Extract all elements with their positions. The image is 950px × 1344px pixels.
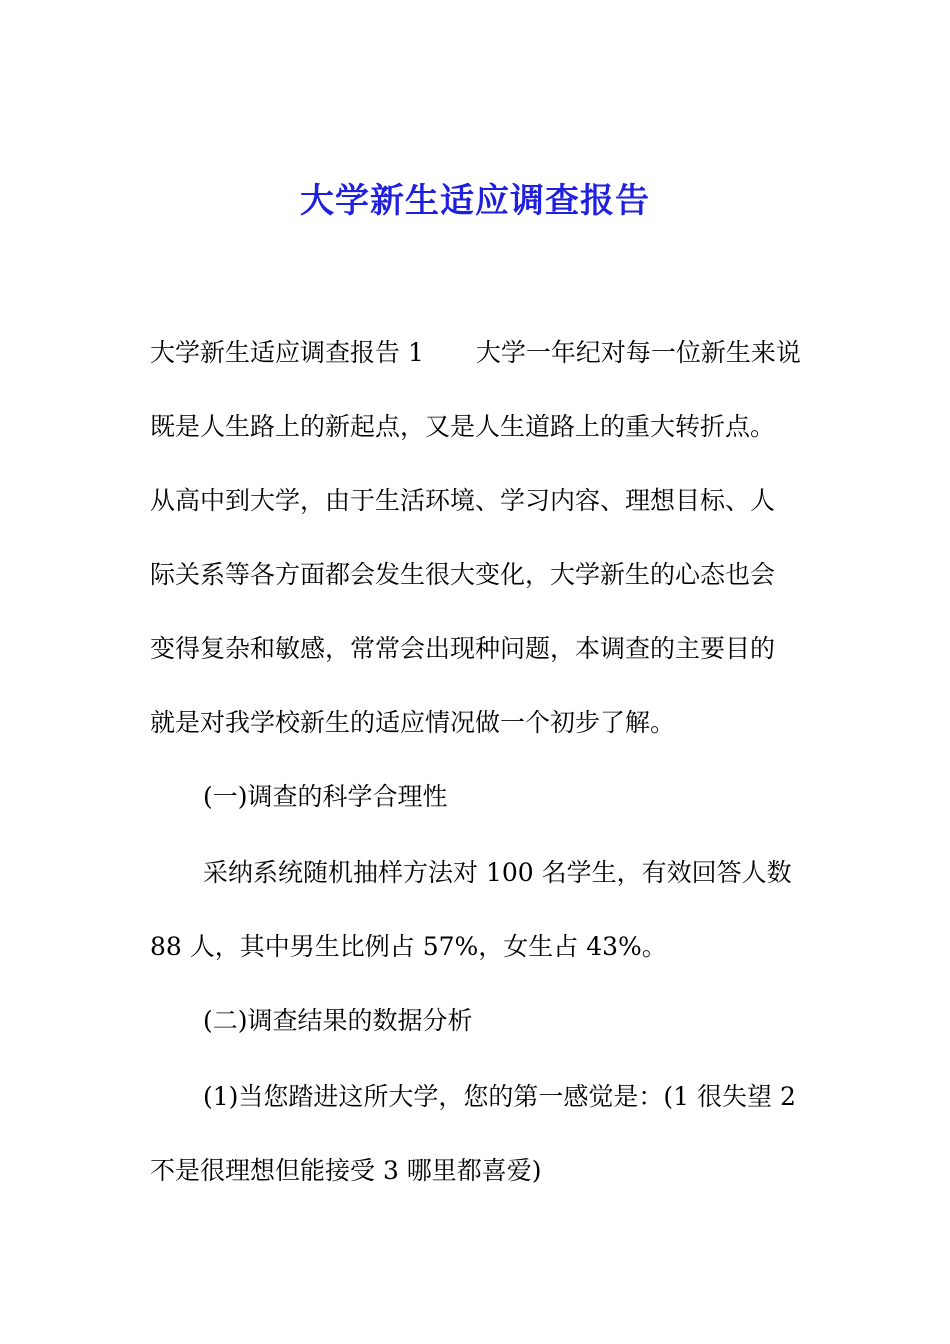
section-heading-1: (一)调查的科学合理性 xyxy=(203,782,448,811)
paragraph-line-9: 88 人，其中男生比例占 57%，女生占 43%。 xyxy=(150,932,667,961)
question-line-1: (1)当您踏进这所大学，您的第一感觉是：(1 很失望 2 xyxy=(203,1082,796,1111)
paragraph-line-8: 采纳系统随机抽样方法对 100 名学生，有效回答人数 xyxy=(203,858,792,887)
question-line-2: 不是很理想但能接受 3 哪里都喜爱) xyxy=(150,1156,542,1185)
section-heading-2: (二)调查结果的数据分析 xyxy=(203,1006,473,1035)
paragraph-line-4: 际关系等各方面都会发生很大变化，大学新生的心态也会 xyxy=(150,560,776,589)
report-label: 大学新生适应调查报告 1 xyxy=(150,338,424,367)
document-title: 大学新生适应调查报告 xyxy=(300,181,650,221)
paragraph-line-1 xyxy=(150,335,810,371)
intro-text-start: 大学一年纪对每一位新生来说 xyxy=(475,338,801,367)
paragraph-line-6: 就是对我学校新生的适应情况做一个初步了解。 xyxy=(150,708,676,737)
paragraph-line-2: 既是人生路上的新起点，又是人生道路上的重大转折点。 xyxy=(150,412,776,441)
paragraph-line-5: 变得复杂和敏感，常常会出现种问题，本调查的主要目的 xyxy=(150,634,776,663)
paragraph-line-3: 从高中到大学，由于生活环境、学习内容、理想目标、人 xyxy=(150,486,776,515)
